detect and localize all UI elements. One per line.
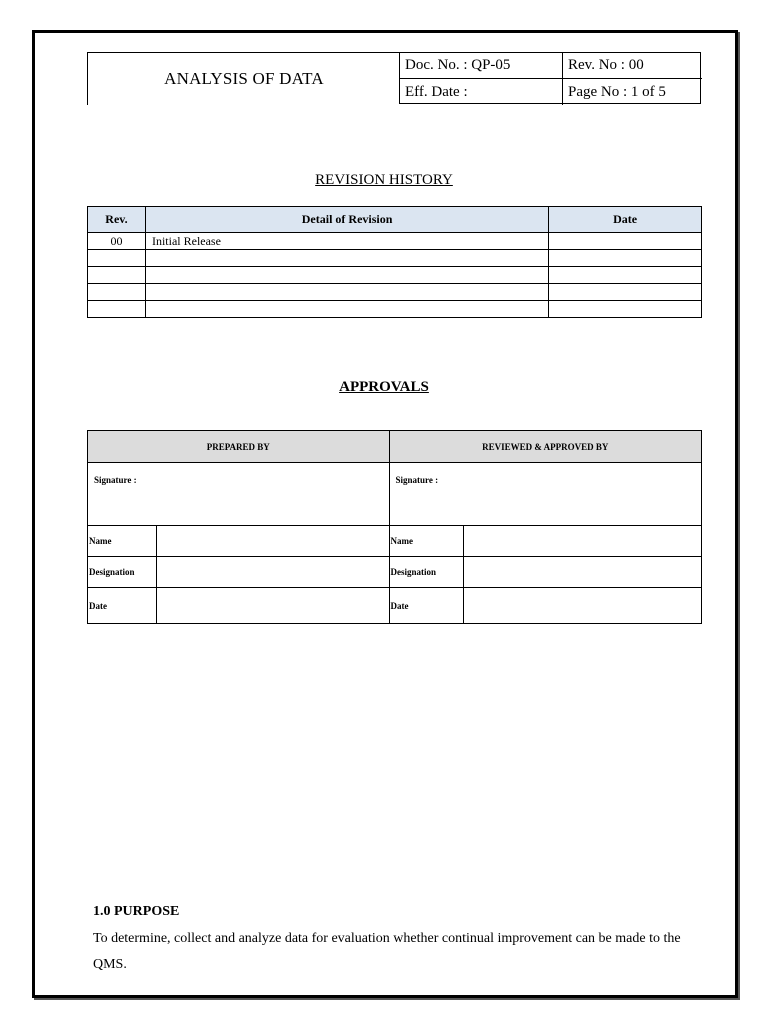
purpose-heading: 1.0 PURPOSE — [93, 904, 180, 919]
revision-history-table — [87, 206, 702, 318]
table-row — [88, 250, 702, 267]
designation-row — [88, 557, 702, 588]
purpose-text: To determine, collect and analyze data for evaluation whether continual improvement can be made to the QMS. — [93, 931, 681, 972]
column-header-rev: Rev. — [88, 207, 146, 233]
approved-date-value — [464, 588, 702, 624]
effective-date: Eff. Date : — [400, 79, 563, 105]
approvals-title: APPROVALS — [339, 379, 429, 395]
detail-cell: Initial Release — [145, 233, 548, 250]
column-header-date: Date — [549, 207, 702, 233]
prepared-by-header: PREPARED BY — [88, 431, 390, 463]
document-title: ANALYSIS OF DATA — [87, 52, 400, 105]
signature-label: Signature : — [94, 475, 137, 485]
detail-cell — [145, 267, 548, 284]
approvals-table — [87, 430, 702, 624]
name-label: Name — [88, 526, 157, 557]
table-row — [88, 284, 702, 301]
name-label: Name — [389, 526, 464, 557]
detail-cell — [145, 301, 548, 318]
table-row — [88, 267, 702, 284]
table-row — [88, 233, 702, 250]
date-label: Date — [88, 588, 157, 624]
prepared-date-value — [156, 588, 389, 624]
rev-cell — [88, 284, 146, 301]
rev-cell — [88, 301, 146, 318]
revision-history-title: REVISION HISTORY — [315, 172, 453, 188]
designation-label: Designation — [88, 557, 157, 588]
approvals-header-row — [88, 431, 702, 463]
table-row — [88, 301, 702, 318]
detail-cell — [145, 250, 548, 267]
page-number: Page No : 1 of 5 — [568, 83, 666, 100]
revision-number: Rev. No : 00 — [563, 53, 702, 79]
reviewed-approved-header: REVIEWED & APPROVED BY — [389, 431, 702, 463]
table-header-row — [88, 207, 702, 233]
designation-label: Designation — [389, 557, 464, 588]
date-cell — [549, 301, 702, 318]
date-cell — [549, 250, 702, 267]
rev-cell: 00 — [88, 233, 146, 250]
document-header — [87, 52, 701, 104]
date-cell — [549, 233, 702, 250]
detail-cell — [145, 284, 548, 301]
approved-designation-value — [464, 557, 702, 588]
signature-row — [88, 463, 702, 526]
signature-label: Signature : — [395, 475, 439, 485]
document-control-grid — [399, 52, 701, 104]
prepared-designation-value — [156, 557, 389, 588]
approved-signature-cell — [389, 463, 702, 526]
doc-number: Doc. No. : QP-05 — [400, 53, 563, 79]
approved-name-value — [464, 526, 702, 557]
rev-cell — [88, 250, 146, 267]
prepared-signature-cell — [88, 463, 390, 526]
column-header-detail: Detail of Revision — [145, 207, 548, 233]
name-row — [88, 526, 702, 557]
date-label: Date — [389, 588, 464, 624]
date-row — [88, 588, 702, 624]
date-cell — [549, 284, 702, 301]
rev-cell — [88, 267, 146, 284]
date-cell — [549, 267, 702, 284]
prepared-name-value — [156, 526, 389, 557]
